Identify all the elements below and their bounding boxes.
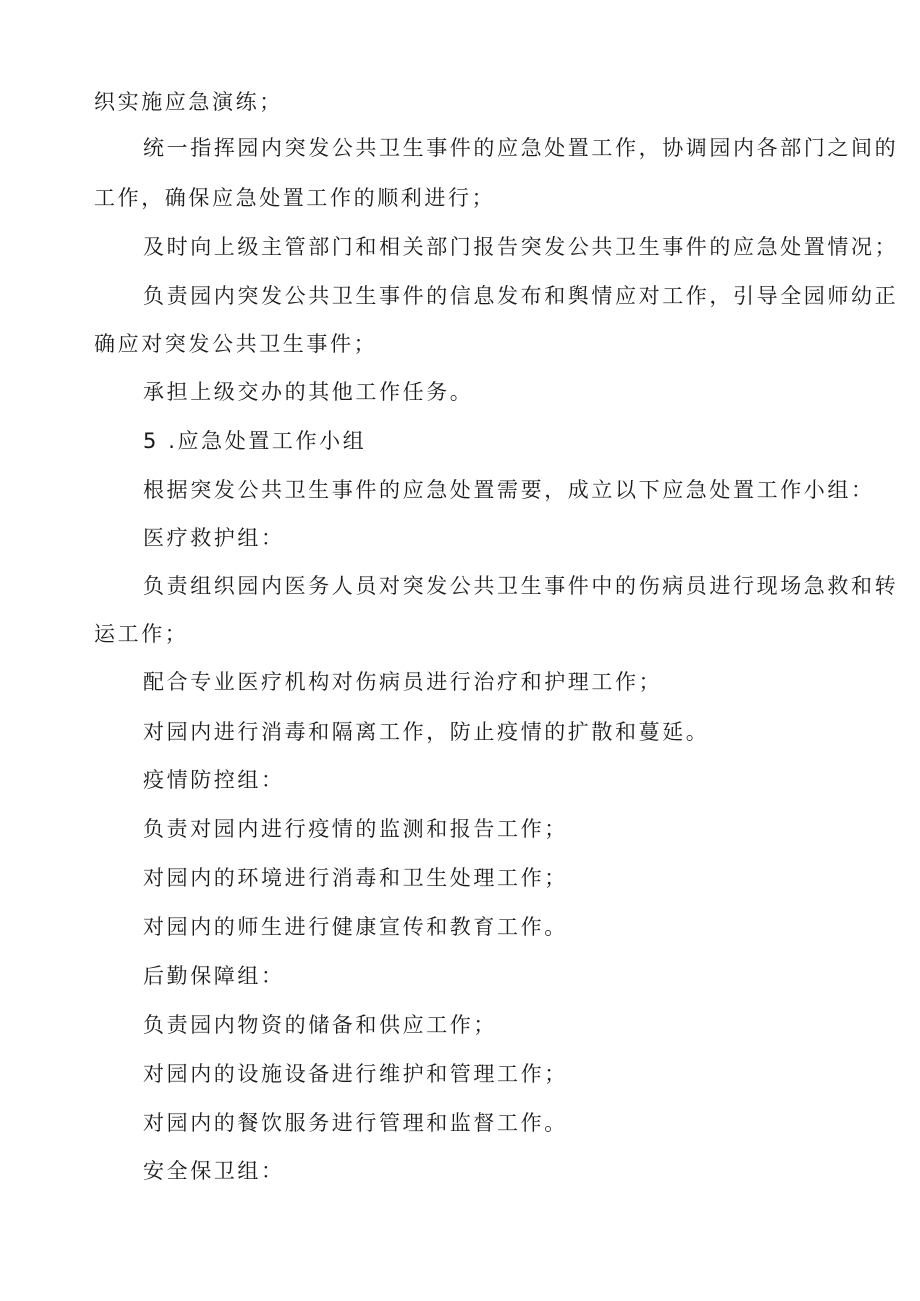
- text-line-paragraph: 负责组织园内医务人员对突发公共卫生事件中的伤病员进行现场急救和转: [143, 574, 899, 598]
- text-line-paragraph: 负责园内突发公共卫生事件的信息发布和舆情应对工作，引导全园师幼正: [143, 284, 899, 308]
- text-line-paragraph: 负责园内物资的储备和供应工作；: [143, 1013, 497, 1037]
- text-line-continuation: 织实施应急演练；: [94, 90, 283, 114]
- text-line-paragraph: 配合专业医疗机构对伤病员进行治疗和护理工作；: [143, 670, 663, 694]
- text-line-paragraph: 承担上级交办的其他工作任务。: [143, 380, 474, 404]
- text-line-paragraph: 对园内的设施设备进行维护和管理工作；: [143, 1062, 568, 1086]
- text-line-paragraph: 负责对园内进行疫情的监测和报告工作；: [143, 817, 568, 841]
- text-line-paragraph: 对园内的餐饮服务进行管理和监督工作。: [143, 1111, 568, 1135]
- text-line-paragraph: 对园内的师生进行健康宣传和教育工作。: [143, 915, 568, 939]
- text-line-paragraph: 对园内的环境进行消毒和卫生处理工作；: [143, 866, 568, 890]
- text-line-paragraph: 根据突发公共卫生事件的应急处置需要，成立以下应急处置工作小组：: [143, 478, 875, 502]
- text-line-continuation: 工作，确保应急处置工作的顺利进行；: [94, 186, 496, 210]
- group-heading-medical: 医疗救护组：: [143, 526, 285, 550]
- text-line-paragraph: 统一指挥园内突发公共卫生事件的应急处置工作，协调园内各部门之间的: [143, 136, 899, 160]
- group-heading-logistics: 后勤保障组：: [143, 964, 285, 988]
- text-line-paragraph: 对园内进行消毒和隔离工作，防止疫情的扩散和蔓延。: [143, 720, 710, 744]
- text-line-continuation: 确应对突发公共卫生事件；: [94, 332, 378, 356]
- text-line-paragraph: 及时向上级主管部门和相关部门报告突发公共卫生事件的应急处置情况；: [143, 235, 899, 259]
- group-heading-epidemic: 疫情防控组：: [143, 768, 285, 792]
- text-line-continuation: 运工作；: [94, 622, 189, 646]
- group-heading-security: 安全保卫组：: [143, 1159, 285, 1183]
- section-heading: 5 .应急处置工作小组: [143, 429, 367, 453]
